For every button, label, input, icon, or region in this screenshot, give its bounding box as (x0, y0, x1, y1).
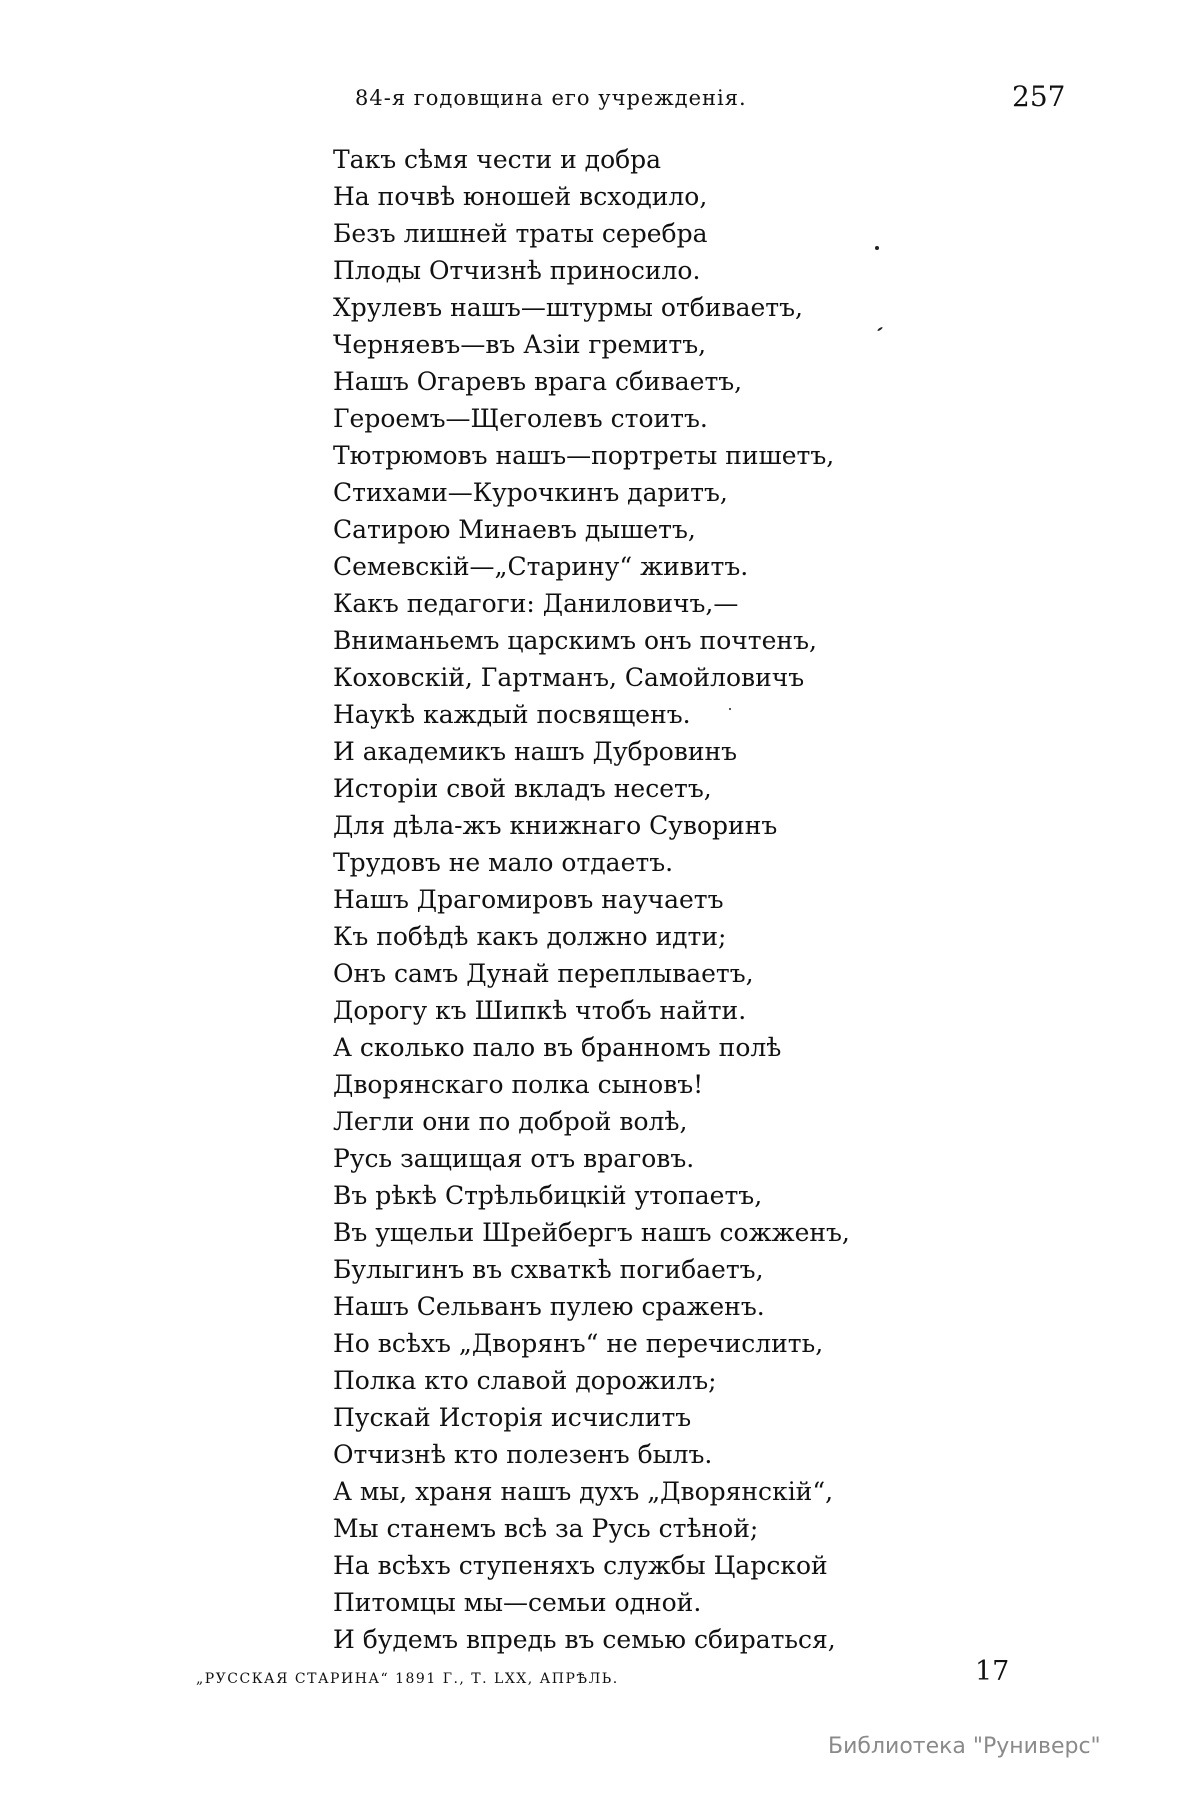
poem-line: Легли они по доброй волѣ, (333, 1107, 688, 1136)
poem-line: Вниманьемъ царскимъ онъ почтенъ, (333, 626, 817, 655)
poem-line: Какъ педагоги: Даниловичъ,— (333, 589, 739, 618)
poem-line: Хрулевъ нашъ—штурмы отбиваетъ, (333, 293, 803, 322)
poem-line: Семевскій—„Старину“ живитъ. (333, 552, 749, 581)
poem-line: Плоды Отчизнѣ приносило. (333, 256, 701, 285)
library-watermark: Библиотека "Руниверс" (828, 1734, 1101, 1759)
poem-line: И академикъ нашъ Дубровинъ (333, 737, 738, 766)
poem-line: Но всѣхъ „Дворянъ“ не перечислить, (333, 1329, 824, 1358)
poem-line: Пускай Исторія исчислитъ (333, 1403, 692, 1432)
poem-line: Наукѣ каждый посвященъ. (333, 700, 691, 729)
poem-line: Мы станемъ всѣ за Русь стѣной; (333, 1514, 759, 1543)
print-speck (877, 326, 883, 331)
poem-line: Дворянскаго полка сыновъ! (333, 1070, 704, 1099)
poem-line: Стихами—Курочкинъ даритъ, (333, 478, 728, 507)
poem-line: Такъ сѣмя чести и добра (333, 145, 662, 174)
poem-line: Къ побѣдѣ какъ должно идти; (333, 922, 727, 951)
poem-line: На почвѣ юношей всходило, (333, 182, 708, 211)
poem-line: Нашъ Сельванъ пулею сраженъ. (333, 1292, 765, 1321)
footer-source: „РУССКАЯ СТАРИНА“ 1891 Г., Т. LXX, АПРѢЛЬ. (196, 1671, 619, 1687)
poem-line: Безъ лишней траты серебра (333, 219, 708, 248)
print-speck (875, 246, 879, 250)
poem-line: Черняевъ—въ Азіи гремитъ, (333, 330, 707, 359)
poem-text (333, 141, 850, 1658)
poem-line: И будемъ впредь въ семью сбираться, (333, 1625, 836, 1654)
poem-line: Онъ самъ Дунай переплываетъ, (333, 959, 754, 988)
poem-line: На всѣхъ ступеняхъ службы Царской (333, 1551, 828, 1580)
poem-line: А сколько пало въ бранномъ полѣ (333, 1033, 782, 1062)
poem-line: Полка кто славой дорожилъ; (333, 1366, 717, 1395)
page-number: 257 (1012, 80, 1066, 113)
signature-number: 17 (975, 1656, 1010, 1687)
poem-line: Для дѣла-жъ книжнаго Суворинъ (333, 811, 778, 840)
poem-line: Булыгинъ въ схваткѣ погибаетъ, (333, 1255, 764, 1284)
poem-line: Исторіи свой вкладъ несетъ, (333, 774, 712, 803)
poem-line: Нашъ Драгомировъ научаетъ (333, 885, 724, 914)
print-speck (729, 708, 731, 710)
poem-line: Въ рѣкѣ Стрѣльбицкій утопаетъ, (333, 1181, 763, 1210)
poem-line: Русь защищая отъ враговъ. (333, 1144, 695, 1173)
poem-line: Нашъ Огаревъ врага сбиваетъ, (333, 367, 743, 396)
poem-line: Дорогу къ Шипкѣ чтобъ найти. (333, 996, 747, 1025)
poem-line: Сатирою Минаевъ дышетъ, (333, 515, 696, 544)
poem-line: Въ ущельи Шрейбергъ нашъ сожженъ, (333, 1218, 850, 1247)
poem-line: Трудовъ не мало отдаетъ. (333, 848, 674, 877)
poem-line: Героемъ—Щеголевъ стоитъ. (333, 404, 708, 433)
poem-line: Отчизнѣ кто полезенъ былъ. (333, 1440, 713, 1469)
running-title: 84-я годовщина его учрежденія. (355, 86, 747, 110)
poem-line: Коховскій, Гартманъ, Самойловичъ (333, 663, 805, 692)
poem-line: Питомцы мы—семьи одной. (333, 1588, 702, 1617)
poem-line: А мы, храня нашъ духъ „Дворянскій“, (333, 1477, 834, 1506)
poem-line: Тютрюмовъ нашъ—портреты пишетъ, (333, 441, 835, 470)
